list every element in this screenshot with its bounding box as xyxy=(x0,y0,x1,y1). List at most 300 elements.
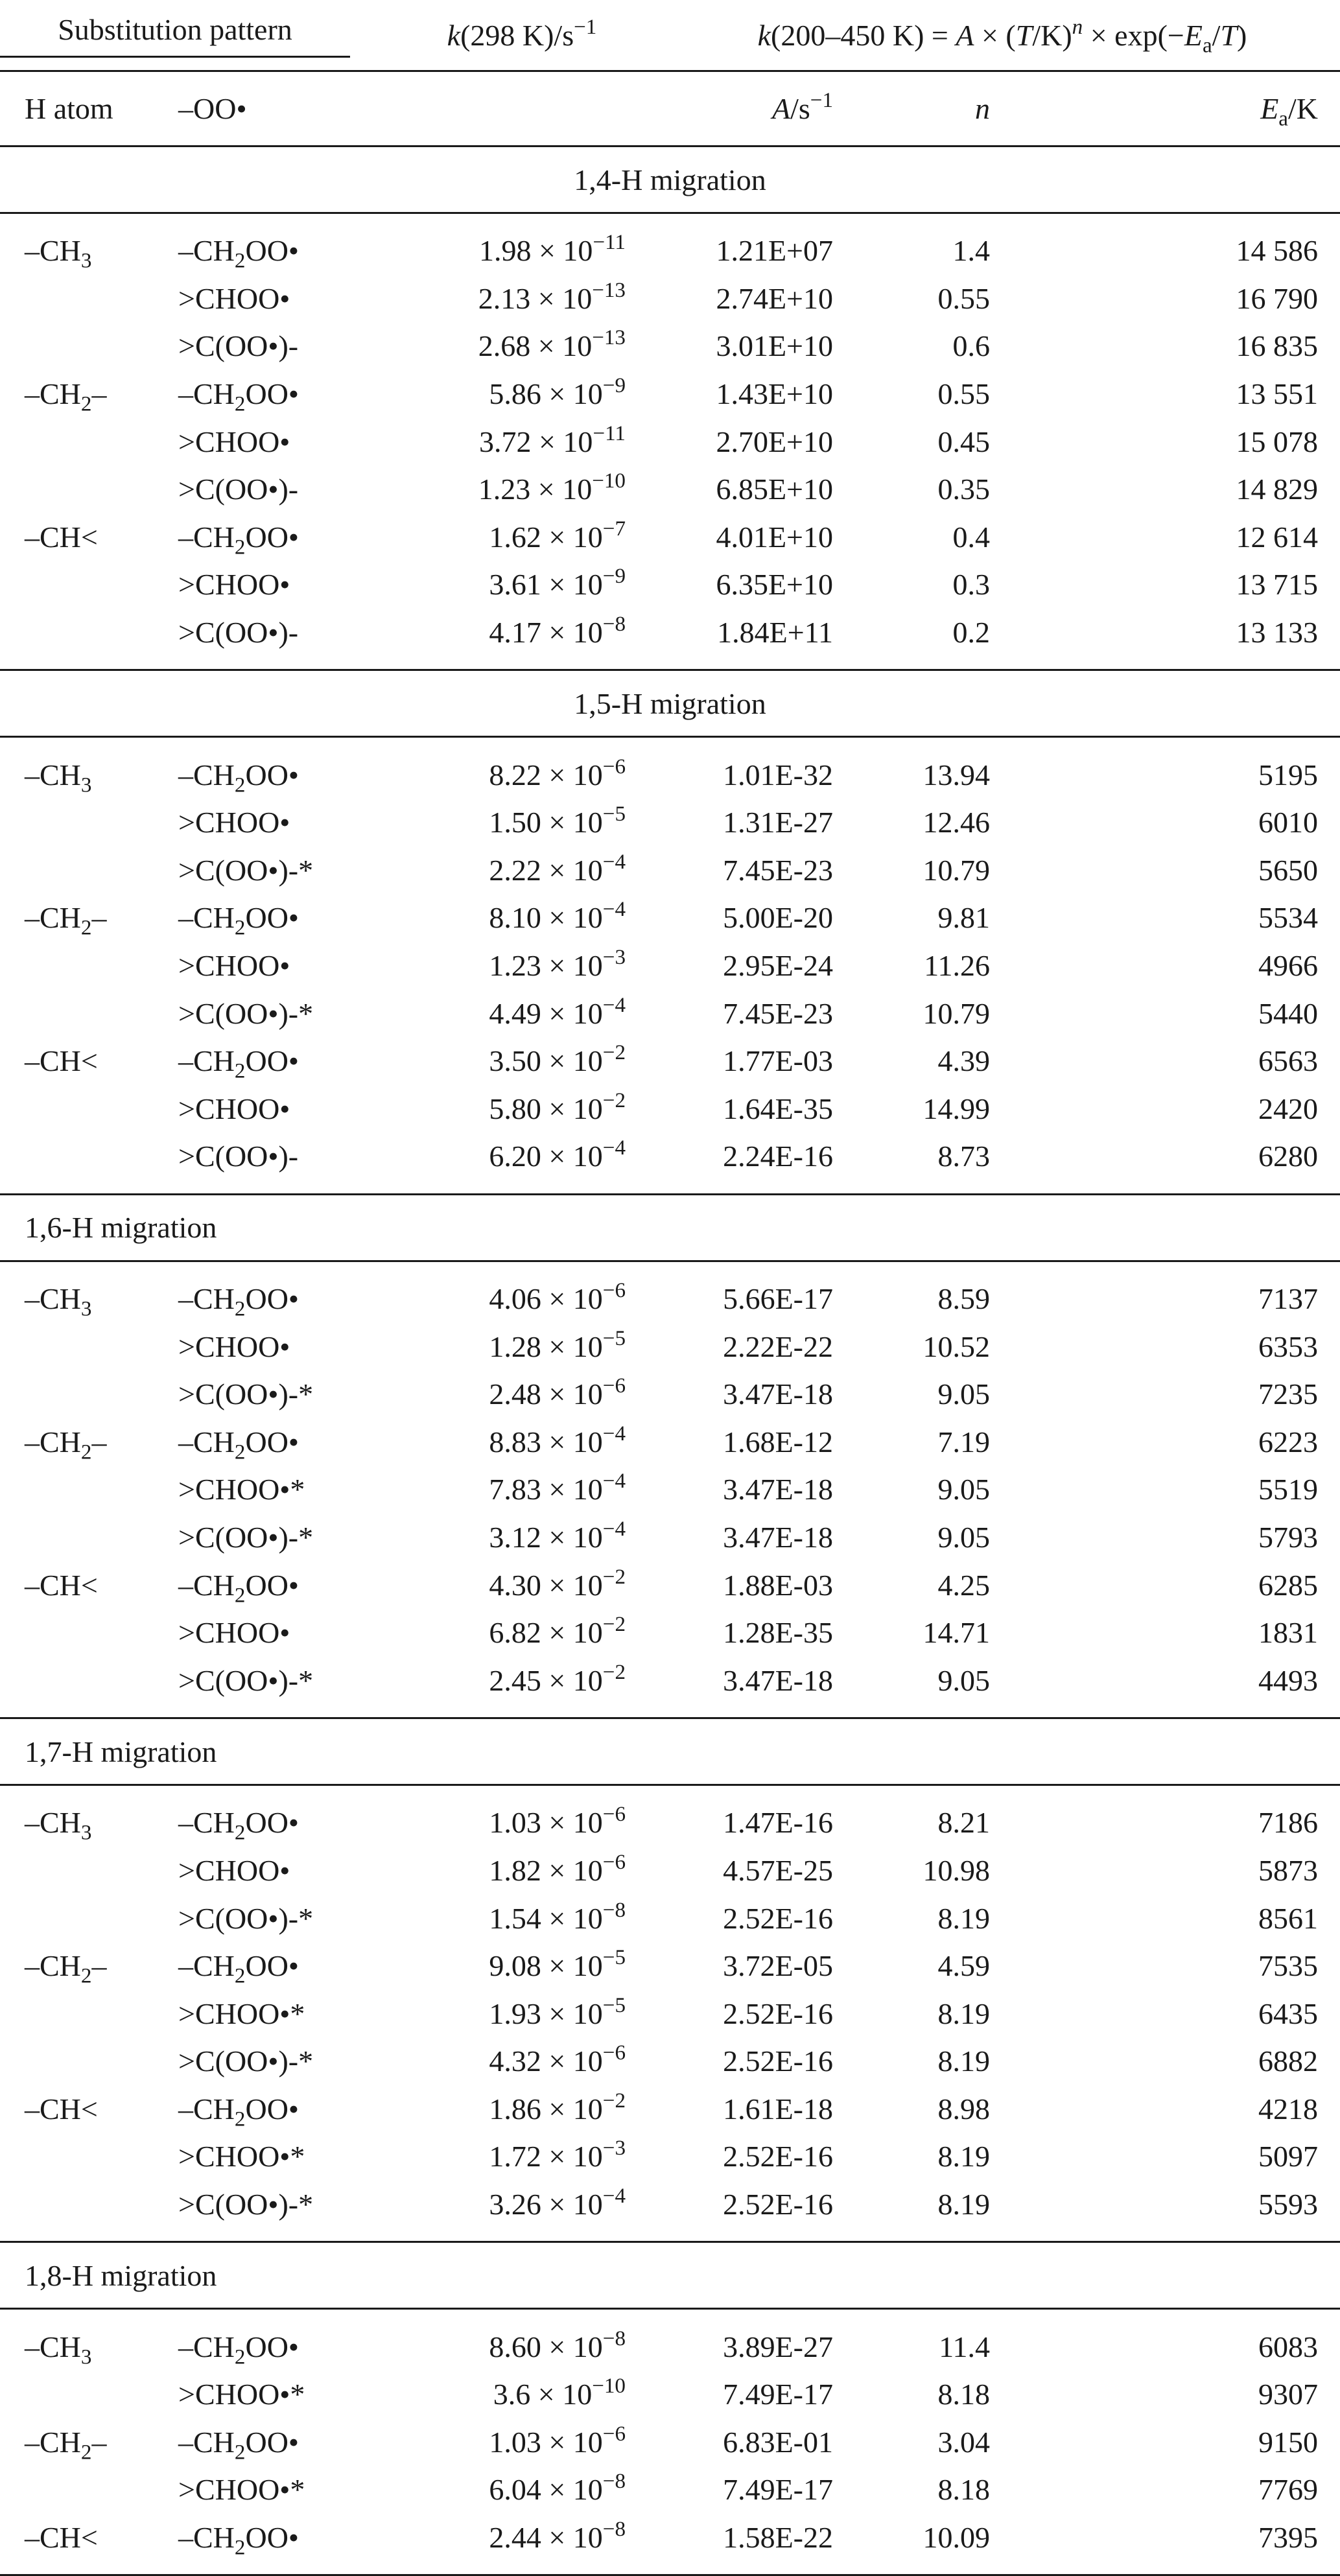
peroxy-cell: >CHOO•* xyxy=(178,1473,305,1506)
h-atom-cell xyxy=(0,561,178,609)
table-row xyxy=(0,1466,1340,1514)
k298-mantissa: 8.10 xyxy=(489,901,541,935)
k298-cell: $1.54 \times 10^{-8}$ xyxy=(489,1897,626,1935)
section-title: 1,8-H migration xyxy=(0,2242,1340,2309)
peroxy-cell: >C(OO•)-* xyxy=(178,1377,314,1411)
table-row xyxy=(0,1942,1340,1990)
peroxy-cell: >CHOO• xyxy=(178,1329,290,1363)
table-row xyxy=(0,513,1340,561)
table-row xyxy=(0,1561,1340,1609)
h-atom-cell: $-CH_3$ xyxy=(25,2330,92,2369)
k298-cell: $5.80 \times 10^{-2}$ xyxy=(489,1088,626,1125)
h-atom-cell: –CH< xyxy=(25,520,98,554)
n-cell: 10.09 xyxy=(923,2521,990,2555)
peroxy-cell: $-CH_2OO•$ xyxy=(178,758,300,797)
k298-exponent: −2 xyxy=(602,1040,626,1064)
k298-exponent: −4 xyxy=(602,1516,626,1541)
ea-cell: 7235 xyxy=(1258,1377,1318,1411)
h-atom-cell: $-CH_2-$ xyxy=(25,2425,107,2465)
n-cell: 8.19 xyxy=(937,2140,990,2173)
ea-cell: 6223 xyxy=(1258,1425,1318,1458)
h-atom-cell xyxy=(0,847,178,895)
peroxy-cell: $-CH_2OO•$ xyxy=(178,2092,300,2131)
a-factor-cell: 2.52E-16 xyxy=(723,2188,833,2221)
peroxy-cell: $-CH_2OO•$ xyxy=(178,1806,300,1845)
section-title: 1,6-H migration xyxy=(0,1194,1340,1261)
h-atom-cell xyxy=(0,1894,178,1942)
n-cell: 10.98 xyxy=(923,1853,990,1887)
n-cell: 4.25 xyxy=(937,1568,990,1602)
h-atom-cell: $-CH_2-$ xyxy=(25,1949,107,1988)
n-cell: 9.05 xyxy=(937,1663,990,1697)
h-atom-cell: –CH< xyxy=(25,1568,98,1602)
table-row xyxy=(0,1370,1340,1418)
n-cell: 4.39 xyxy=(937,1044,990,1078)
section-title: 1,7-H migration xyxy=(0,1718,1340,1785)
a-factor-cell: 1.64E-35 xyxy=(723,1092,833,1125)
substitution-pattern-header: Substitution pattern xyxy=(0,0,386,71)
k298-exponent: −13 xyxy=(592,325,626,350)
section-header xyxy=(0,2242,1340,2309)
a-factor-cell: 6.35E+10 xyxy=(716,568,833,602)
k298-mantissa: 3.12 xyxy=(489,1520,541,1554)
h-atom-cell xyxy=(0,1847,178,1895)
k298-cell: $1.98 \times 10^{-11}$ xyxy=(478,230,626,268)
k298-cell: $2.45 \times 10^{-2}$ xyxy=(489,1659,626,1697)
a-factor-cell: 3.47E-18 xyxy=(723,1520,833,1554)
table-row xyxy=(0,1261,1340,1322)
peroxy-cell: >C(OO•)-* xyxy=(178,853,314,887)
k298-cell: $4.17 \times 10^{-8}$ xyxy=(489,611,626,650)
n-cell: 10.79 xyxy=(923,996,990,1030)
n-cell: 9.05 xyxy=(937,1377,990,1411)
h-atom-cell xyxy=(0,2181,178,2242)
n-cell: 0.55 xyxy=(937,377,990,411)
table-row xyxy=(0,1894,1340,1942)
k298-exponent: −4 xyxy=(602,992,626,1017)
k298-mantissa: 1.28 xyxy=(489,1329,541,1363)
peroxy-cell: $-CH_2OO•$ xyxy=(178,2425,300,2465)
k298-cell: $2.22 \times 10^{-4}$ xyxy=(489,849,626,887)
n-cell: 8.19 xyxy=(937,1996,990,2030)
k298-mantissa: 3.50 xyxy=(489,1044,541,1078)
peroxy-cell: $-CH_2OO•$ xyxy=(178,1044,300,1083)
table-row xyxy=(0,2037,1340,2085)
peroxy-cell: >C(OO•)-* xyxy=(178,2044,314,2078)
k298-exponent: −6 xyxy=(602,1802,626,1827)
ea-cell: 6285 xyxy=(1258,1568,1318,1602)
n-cell: 4.59 xyxy=(937,1949,990,1983)
a-factor-cell: 2.52E-16 xyxy=(723,2140,833,2173)
section-rows xyxy=(0,1261,1340,1718)
k298-cell: $6.04 \times 10^{-8}$ xyxy=(489,2469,626,2507)
ea-cell: 15 078 xyxy=(1236,425,1318,458)
k298-mantissa: 1.93 xyxy=(489,1996,541,2030)
k298-cell: $1.03 \times 10^{-6}$ xyxy=(489,1802,626,1840)
table-row xyxy=(0,2181,1340,2242)
h-atom-cell xyxy=(0,1514,178,1562)
table-row xyxy=(0,847,1340,895)
n-cell: 0.3 xyxy=(952,568,990,602)
k298-cell: $1.72 \times 10^{-3}$ xyxy=(489,2136,626,2173)
ea-cell: 4966 xyxy=(1258,949,1318,983)
a-factor-cell: 2.52E-16 xyxy=(723,1996,833,2030)
k298-mantissa: 2.22 xyxy=(489,853,541,887)
a-factor-cell: 6.83E-01 xyxy=(723,2425,833,2459)
k298-exponent: −8 xyxy=(602,2326,626,2350)
k298-mantissa: 2.48 xyxy=(489,1377,541,1411)
a-factor-cell: 2.22E-22 xyxy=(723,1329,833,1363)
ea-cell: 9150 xyxy=(1258,2425,1318,2459)
ea-cell: 1831 xyxy=(1258,1616,1318,1650)
n-cell: 0.6 xyxy=(952,329,990,363)
n-cell: 8.18 xyxy=(937,2378,990,2411)
table-row xyxy=(0,561,1340,609)
peroxy-cell: >CHOO• xyxy=(178,949,290,983)
k298-mantissa: 6.20 xyxy=(489,1140,541,1173)
h-atom-cell xyxy=(0,275,178,323)
ea-cell: 6882 xyxy=(1258,2044,1318,2078)
k298-mantissa: 1.82 xyxy=(489,1853,541,1887)
peroxy-cell: $-CH_2OO•$ xyxy=(178,1425,300,1464)
k298-exponent: −8 xyxy=(602,2516,626,2541)
peroxy-cell: $-CH_2OO•$ xyxy=(178,2521,300,2560)
a-factor-cell: 1.01E-32 xyxy=(723,758,833,791)
ea-cell: 7769 xyxy=(1258,2473,1318,2507)
k298-cell: $2.48 \times 10^{-6}$ xyxy=(489,1373,626,1411)
k298-mantissa: 8.83 xyxy=(489,1425,541,1458)
k298-mantissa: 1.54 xyxy=(489,1901,541,1935)
h-atom-cell xyxy=(0,2466,178,2514)
h-atom-cell: $-CH_3$ xyxy=(25,234,92,273)
k298-exponent: −7 xyxy=(602,516,626,541)
table-row xyxy=(0,1785,1340,1847)
h-atom-cell: $-CH_2-$ xyxy=(25,901,107,941)
ea-cell: 5793 xyxy=(1258,1520,1318,1554)
ea-cell: 13 551 xyxy=(1236,377,1318,411)
section-rows xyxy=(0,737,1340,1194)
h-atom-cell xyxy=(0,1466,178,1514)
h-atom-cell: $-CH_2-$ xyxy=(25,377,107,416)
k298-cell: $1.62 \times 10^{-7}$ xyxy=(489,516,626,554)
ea-cell: 16 835 xyxy=(1236,329,1318,363)
h-atom-cell xyxy=(0,1656,178,1718)
h-atom-cell xyxy=(0,1609,178,1657)
k298-exponent: −4 xyxy=(602,2183,626,2208)
section-rows xyxy=(0,213,1340,670)
a-factor-cell: 1.58E-22 xyxy=(723,2521,833,2555)
n-cell: 0.45 xyxy=(937,425,990,458)
k298-cell: $3.12 \times 10^{-4}$ xyxy=(489,1516,626,1554)
ea-cell: 7186 xyxy=(1258,1806,1318,1840)
h-atom-cell xyxy=(0,989,178,1037)
peroxy-cell: >CHOO• xyxy=(178,425,290,458)
a-factor-cell: 2.24E-16 xyxy=(723,1140,833,1173)
table-row xyxy=(0,417,1340,465)
h-atom-cell: $-CH_3$ xyxy=(25,758,92,797)
k298-mantissa: 1.86 xyxy=(489,2092,541,2125)
ea-cell: 13 715 xyxy=(1236,568,1318,602)
k298-exponent: −4 xyxy=(602,897,626,922)
peroxy-cell: $-CH_2OO•$ xyxy=(178,1949,300,1988)
ea-cell: 4218 xyxy=(1258,2092,1318,2125)
h-atom-cell: $-CH_2-$ xyxy=(25,1425,107,1464)
peroxy-cell: >CHOO• xyxy=(178,1616,290,1650)
peroxy-cell: $-CH_2OO•$ xyxy=(178,1282,300,1321)
k298-cell: $2.44 \times 10^{-8}$ xyxy=(489,2516,626,2555)
table-row xyxy=(0,1418,1340,1466)
k298-exponent: −6 xyxy=(602,1278,626,1302)
n-cell: 11.26 xyxy=(924,949,990,983)
k298-cell: $1.93 \times 10^{-5}$ xyxy=(489,1993,626,2030)
fit-header: k(200–450 $K) = A \times (T/K)^n \times \exp(-E_a/T)$ xyxy=(757,14,1247,58)
section-rows xyxy=(0,2309,1340,2575)
k298-mantissa: 4.32 xyxy=(489,2044,541,2078)
k298-mantissa: 3.6 xyxy=(493,2378,531,2411)
table-row xyxy=(0,2133,1340,2181)
k298-cell: $8.10 \times 10^{-4}$ xyxy=(489,897,626,935)
k298-cell: $1.23 \times 10^{-3}$ xyxy=(489,944,626,983)
k298-exponent: −10 xyxy=(592,2374,626,2398)
n-cell: 10.79 xyxy=(923,853,990,887)
a-factor-cell: 3.72E-05 xyxy=(723,1949,833,1983)
header-row-columns xyxy=(0,71,1340,146)
a-factor-cell: 2.95E-24 xyxy=(723,949,833,983)
peroxy-cell: >C(OO•)-* xyxy=(178,2188,314,2221)
k298-exponent: −11 xyxy=(593,421,626,445)
n-cell: 11.4 xyxy=(939,2330,990,2363)
k298-exponent: −3 xyxy=(602,2136,626,2160)
a-factor-cell: 2.70E+10 xyxy=(716,425,833,458)
table-row xyxy=(0,2418,1340,2466)
k298-cell: $2.68 \times 10^{-13}$ xyxy=(478,325,626,363)
peroxy-cell: >C(OO•)- xyxy=(178,1140,299,1173)
a-factor-cell: 3.47E-18 xyxy=(723,1377,833,1411)
peroxy-cell: >C(OO•)-* xyxy=(178,1663,314,1697)
table-row xyxy=(0,609,1340,670)
ea-cell: 5873 xyxy=(1258,1853,1318,1887)
k298-cell: $3.61 \times 10^{-9}$ xyxy=(489,564,626,602)
n-cell: 8.59 xyxy=(937,1282,990,1315)
k298-exponent: −6 xyxy=(602,754,626,779)
a-factor-cell: 1.31E-27 xyxy=(723,806,833,839)
h-atom-cell xyxy=(0,942,178,990)
k298-header: k(298 $K)/s^{-1}$ xyxy=(447,14,597,52)
k298-mantissa: 8.60 xyxy=(489,2330,541,2363)
ea-cell: 6083 xyxy=(1258,2330,1318,2363)
ea-cell: 14 586 xyxy=(1236,234,1318,268)
k298-cell: $1.86 \times 10^{-2}$ xyxy=(489,2088,626,2125)
h-atom-cell xyxy=(0,1132,178,1194)
k298-cell: $1.23 \times 10^{-10}$ xyxy=(478,469,626,506)
ea-cell: 5440 xyxy=(1258,996,1318,1030)
table-row xyxy=(0,2309,1340,2371)
k298-exponent: −5 xyxy=(602,1945,626,1969)
peroxy-cell: >C(OO•)-* xyxy=(178,1520,314,1554)
k298-cell: $9.08 \times 10^{-5}$ xyxy=(489,1945,626,1983)
peroxy-cell: $-CH_2OO•$ xyxy=(178,901,300,941)
k298-cell: $8.60 \times 10^{-8}$ xyxy=(489,2326,626,2363)
table-row xyxy=(0,1132,1340,1194)
k298-exponent: −6 xyxy=(602,2041,626,2065)
k298-mantissa: 3.61 xyxy=(489,568,541,602)
peroxy-cell: $-CH_2OO•$ xyxy=(178,1568,300,1608)
ea-cell: 8561 xyxy=(1258,1901,1318,1935)
peroxy-cell: >CHOO• xyxy=(178,806,290,839)
k298-exponent: −6 xyxy=(602,2421,626,2446)
h-atom-cell xyxy=(0,2037,178,2085)
peroxy-cell: >C(OO•)-* xyxy=(178,1901,314,1935)
ea-cell: 2420 xyxy=(1258,1092,1318,1125)
k298-cell: $4.49 \times 10^{-4}$ xyxy=(489,992,626,1030)
section-header xyxy=(0,670,1340,737)
k298-mantissa: 3.72 xyxy=(478,425,532,458)
n-cell: 0.55 xyxy=(937,281,990,315)
a-factor-cell: 1.47E-16 xyxy=(723,1806,833,1840)
table-row xyxy=(0,465,1340,513)
a-factor-cell: 1.84E+11 xyxy=(717,616,833,650)
k298-mantissa: 1.03 xyxy=(489,1806,541,1840)
k298-cell: $1.50 \times 10^{-5}$ xyxy=(489,802,626,839)
k298-cell: $5.86 \times 10^{-9}$ xyxy=(489,373,626,411)
ea-cell: 7137 xyxy=(1258,1282,1318,1315)
peroxy-cell: >C(OO•)- xyxy=(178,329,299,363)
h-atom-cell xyxy=(0,1370,178,1418)
h-atom-cell: $-CH_3$ xyxy=(25,1282,92,1321)
a-factor-cell: 1.68E-12 xyxy=(723,1425,833,1458)
table-row xyxy=(0,737,1340,799)
k298-mantissa: 2.45 xyxy=(489,1663,541,1697)
table-row xyxy=(0,894,1340,942)
table-row xyxy=(0,1037,1340,1085)
n-cell: 14.99 xyxy=(923,1092,990,1125)
k298-cell: $4.30 \times 10^{-2}$ xyxy=(489,1564,626,1602)
ea-cell: 6280 xyxy=(1258,1140,1318,1173)
k298-mantissa: 2.44 xyxy=(489,2521,541,2555)
a-factor-cell: 4.57E-25 xyxy=(723,1853,833,1887)
h-atom-cell: –CH< xyxy=(25,1044,98,1078)
section-header xyxy=(0,1194,1340,1261)
k298-mantissa: 1.23 xyxy=(478,473,531,506)
table-row xyxy=(0,1322,1340,1370)
k298-mantissa: 7.83 xyxy=(489,1473,541,1506)
k298-exponent: −5 xyxy=(602,1326,626,1350)
k298-exponent: −8 xyxy=(602,2469,626,2494)
h-atom-cell: –CH< xyxy=(25,2092,98,2125)
peroxy-cell: >C(OO•)-* xyxy=(178,996,314,1030)
peroxy-cell: >CHOO•* xyxy=(178,2140,305,2173)
k298-exponent: −2 xyxy=(602,1659,626,1684)
table-row xyxy=(0,2466,1340,2514)
ea-cell: 5519 xyxy=(1258,1473,1318,1506)
k298-mantissa: 6.82 xyxy=(489,1616,541,1650)
k298-mantissa: 4.49 xyxy=(489,996,541,1030)
n-cell: 8.18 xyxy=(937,2473,990,2507)
a-header: $A/s^{-1}$ xyxy=(658,71,872,146)
ea-cell: 5593 xyxy=(1258,2188,1318,2221)
table-row xyxy=(0,2085,1340,2133)
section-header xyxy=(0,146,1340,213)
k298-cell: $4.06 \times 10^{-6}$ xyxy=(489,1278,626,1315)
k298-mantissa: 1.72 xyxy=(489,2140,541,2173)
h-atom-cell xyxy=(0,2371,178,2418)
k298-mantissa: 5.80 xyxy=(489,1092,541,1125)
n-cell: 13.94 xyxy=(923,758,990,791)
k298-exponent: −2 xyxy=(602,2088,626,2113)
h-atom-cell xyxy=(0,417,178,465)
table-row xyxy=(0,1514,1340,1562)
header-row-groups xyxy=(0,0,1340,71)
k298-cell: $1.03 \times 10^{-6}$ xyxy=(489,2421,626,2459)
k298-exponent: −9 xyxy=(602,373,626,397)
k298-cell: $3.6 \times 10^{-10}$ xyxy=(493,2374,626,2411)
k298-cell: $8.83 \times 10^{-4}$ xyxy=(489,1421,626,1458)
n-cell: 0.2 xyxy=(952,616,990,650)
section-title: 1,5-H migration xyxy=(0,670,1340,737)
table-row xyxy=(0,370,1340,418)
k298-cell: $3.26 \times 10^{-4}$ xyxy=(489,2183,626,2221)
peroxy-cell: >CHOO• xyxy=(178,281,290,315)
n-cell: 9.05 xyxy=(937,1520,990,1554)
table-row xyxy=(0,1085,1340,1133)
k298-exponent: −4 xyxy=(602,1136,626,1160)
n-cell: 0.4 xyxy=(952,520,990,554)
table-row xyxy=(0,1989,1340,2037)
k298-exponent: −6 xyxy=(602,1373,626,1398)
n-cell: 8.98 xyxy=(937,2092,990,2125)
k298-cell: $7.83 \times 10^{-4}$ xyxy=(489,1469,626,1506)
a-factor-cell: 3.47E-18 xyxy=(723,1663,833,1697)
ea-header: $E_a/K$ xyxy=(990,71,1340,146)
table-row xyxy=(0,1656,1340,1718)
k298-cell: $1.82 \times 10^{-6}$ xyxy=(489,1849,626,1887)
section-header xyxy=(0,1718,1340,1785)
k298-exponent: −13 xyxy=(592,277,626,302)
n-cell: 8.21 xyxy=(937,1806,990,1840)
a-factor-cell: 2.74E+10 xyxy=(716,281,833,315)
n-cell: 9.81 xyxy=(937,901,990,935)
ea-cell: 6435 xyxy=(1258,1996,1318,2030)
table-row xyxy=(0,1609,1340,1657)
table-row xyxy=(0,322,1340,370)
k298-cell: $3.72 \times 10^{-11}$ xyxy=(478,421,626,458)
table-row xyxy=(0,1847,1340,1895)
table-row xyxy=(0,275,1340,323)
a-factor-cell: 1.21E+07 xyxy=(716,234,833,268)
h-atom-header: H atom xyxy=(0,71,178,146)
ea-cell: 16 790 xyxy=(1236,281,1318,315)
table-row xyxy=(0,799,1340,847)
a-factor-cell: 4.01E+10 xyxy=(716,520,833,554)
table-row xyxy=(0,942,1340,990)
k298-exponent: −8 xyxy=(602,1897,626,1922)
h-atom-cell xyxy=(0,799,178,847)
k298-exponent: −5 xyxy=(602,1993,626,2017)
section-rows xyxy=(0,1785,1340,2242)
a-factor-cell: 7.45E-23 xyxy=(723,996,833,1030)
h-atom-cell xyxy=(0,465,178,513)
n-cell: 8.19 xyxy=(937,1901,990,1935)
a-factor-cell: 1.61E-18 xyxy=(723,2092,833,2125)
k298-mantissa: 4.30 xyxy=(489,1568,541,1602)
h-atom-cell xyxy=(0,1322,178,1370)
a-factor-cell: 1.77E-03 xyxy=(723,1044,833,1078)
peroxy-cell: >CHOO• xyxy=(178,1853,290,1887)
k298-exponent: −9 xyxy=(602,564,626,589)
h-atom-cell xyxy=(0,322,178,370)
k298-mantissa: 3.26 xyxy=(489,2188,541,2221)
k298-cell: $4.32 \times 10^{-6}$ xyxy=(489,2041,626,2078)
